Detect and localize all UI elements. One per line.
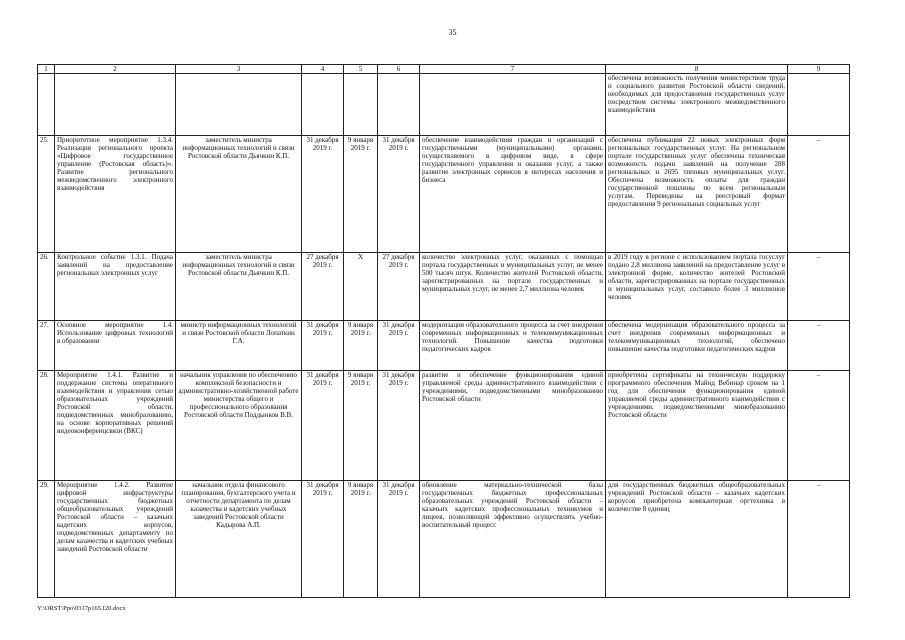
plan-date: 31 декабря 2019 г. [302,321,344,371]
problems: – [788,371,850,481]
actual-end-date: 31 декабря 2019 г. [378,371,420,481]
col-header: 4 [302,65,344,74]
col-header: 1 [38,65,55,74]
achieved-result: для государственных бюджетных общеобразовательных учреждений Ростовской области – казачьих кадетских корпусов приобретена компьютерная оргтехника в количестве 8 единиц [606,481,788,598]
expected-result: развитие и обеспечение функционирования единой управляемой среды административного взаимодействия с учреждениями, подведомственными минобразованию Ростовской области [420,371,606,481]
actual-start-date: X [344,253,378,321]
col-header: 8 [606,65,788,74]
responsible-person: начальник отдела финансового планирования, бухгалтерского учета и отчетности департамента по делам казачества и кадетских учебных заведений Ростовской области Кадырова А.П. [176,481,302,598]
actual-start-date: 9 января 2019 г. [344,321,378,371]
measure-name: Основное мероприятие 1.4. Использование цифровых технологий в образовании [55,321,176,371]
actual-start-date: 9 января 2019 г. [344,481,378,598]
expected-result: обеспечение взаимодействия граждан и организаций с государственными (муниципальными) органами, осуществляемого в цифровом виде, в сфере государственного управления и оказания услуг, а также развитие электронных сервисов в интересах населения и бизнеса [420,136,606,253]
table-row [38,321,850,371]
col-header: 9 [788,65,850,74]
achieved-result: приобретены сертификаты на техническую поддержку программного обеспечения Майнд Вебинар сроком на 1 год для обеспечения функционирования единой управляемой среды административного взаимодействия с учреждениями, подведомственными минобразованию Ростовской области [606,371,788,481]
actual-end-date: 31 декабря 2019 г. [378,321,420,371]
expected-result: обновление материально-технической базы государственных бюджетных профессиональных образовательных учреждений Ростовской области – казачьих кадетских профессиональных техникумов и лицеев, позволяющей эффективно осуществлять учебно-воспитательный процесс [420,481,606,598]
row-number: 29. [38,481,55,598]
plan-date: 31 декабря 2019 г. [302,371,344,481]
table-row [38,481,850,598]
col-header: 2 [55,65,176,74]
col-header: 3 [176,65,302,74]
expected-result: количество электронных услуг, оказанных с помощью портала государственных и муниципальных услуг, не менее 500 тысяч штук. Количество жителей Ростовской области, зарегистрированных на портале государственных и муниципальных услуг, не менее 2,7 миллиона человек [420,253,606,321]
achieved-result: обеспечена возможность получения министерством труда и социального развития Ростовской области сведений, необходимых для предоставления государственных услуг посредством системы электронного межведомственного взаимодействия [606,74,788,136]
actual-end-date: 31 декабря 2019 г. [378,136,420,253]
col-header: 6 [378,65,420,74]
achieved-result: в 2019 году в регионе с использованием портала госуслуг подано 2,8 миллиона заявлений на предоставление услуг в электронной форме, количество жителей Ростовской области, зарегистрированных на портале государственных и муниципальных услуг, составило более 3 миллионов человек [606,253,788,321]
responsible-person: заместитель министра информационных технологий и связи Ростовской области Дьячкин К.П. [176,253,302,321]
actual-end-date: 27 декабря 2019 г. [378,253,420,321]
report-table [37,64,850,598]
problems: – [788,321,850,371]
achieved-result: обеспечена публикация 22 новых электронных форм региональных государственных услуг. На региональном портале государственных услуг обеспечена техническая возможность подачи заявлений на получение 288 региональных и 2695 типовых муниципальных услуг. Обеспечена возможность оплаты для граждан государственной пошлины по всем региональным услугам. Переведены на реестровый формат предоставления 9 региональных социальных услуг [606,136,788,253]
row-number: 27. [38,321,55,371]
responsible-person: министр информационных технологий и связи Ростовской области Лопаткин Г.А. [176,321,302,371]
col-header: 7 [420,65,606,74]
measure-name: Приоритетное мероприятие 1.3.4. Реализация регионального проекта «Цифровое государственное управление (Ростовская область)». Развитие регионального межведомственного электронного взаимодействия [55,136,176,253]
problems: – [788,253,850,321]
header-row [38,65,850,74]
plan-date: 27 декабря 2019 г. [302,253,344,321]
table-row [38,136,850,253]
measure-name: Мероприятие 1.4.1. Развитие и поддержание системы оперативного взаимодействия и управления сетью образовательных учреждений Ростовской области, подведомственных минобразованию, на основе корпоративных решений видеоконференцсвязи (ВКС) [55,371,176,481]
measure-name: Контрольное событие 1.3.1. Подача заявлений на предоставление региональных электронных услуг [55,253,176,321]
actual-end-date: 31 декабря 2019 г. [378,481,420,598]
measure-name: Мероприятие 1.4.2. Развитие цифровой инфраструктуры государственных бюджетных общеобразовательных учреждений Ростовской области – казачьих кадетских корпусов, подведомственных департаменту по делам казачества и кадетских учебных заведений Ростовской области [55,481,176,598]
plan-date: 31 декабря 2019 г. [302,136,344,253]
actual-start-date: 9 января 2019 г. [344,371,378,481]
col-header: 5 [344,65,378,74]
expected-result: модернизация образовательного процесса за счет внедрения современных информационных и телекоммуникационных технологий. Повышение качества подготовки педагогических кадров [420,321,606,371]
table-row [38,253,850,321]
responsible-person: начальник управления по обеспечению комплексной безопасности и административно-хозяйственной работе министерства общего и профессионального образования Ростовской области Поддынков В.В. [176,371,302,481]
achieved-result: обеспечена модернизация образовательного процесса за счет внедрения современных информационных и телекоммуникационных технологий, обеспечено повышение качества подготовки педагогических кадров [606,321,788,371]
problems: – [788,136,850,253]
responsible-person: заместитель министра информационных технологий и связи Ростовской области Дьячкин К.П. [176,136,302,253]
table-row-continued [38,74,850,136]
row-number: 26. [38,253,55,321]
page-number: 35 [448,28,457,37]
footer-file-path: Y:\ORST\Ppo\0317p165.f20.docx [37,605,126,612]
row-number: 25. [38,136,55,253]
row-number: 28. [38,371,55,481]
table-row [38,371,850,481]
actual-start-date: 9 января 2019 г. [344,136,378,253]
plan-date: 31 декабря 2019 г. [302,481,344,598]
problems: – [788,481,850,598]
